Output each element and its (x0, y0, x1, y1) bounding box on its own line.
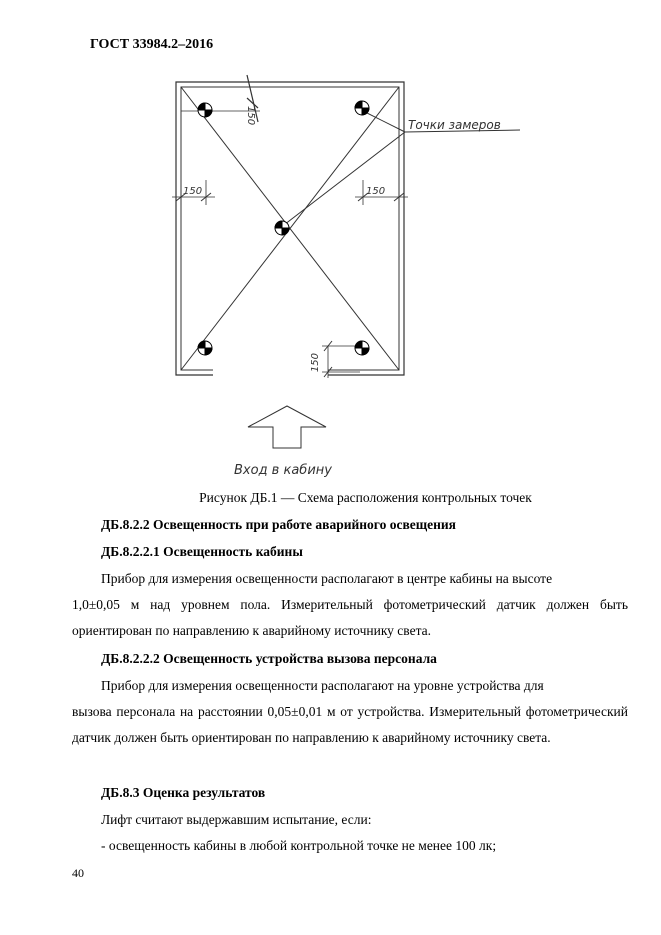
paragraph-first-line: Прибор для измерения освещенности располагают в центре кабины на высоте (101, 571, 553, 586)
list-item: - освещенность кабины в любой контрольной точке не менее 100 лк; (101, 838, 497, 853)
measurement-point-marker (355, 341, 369, 355)
paragraph-first-line: Прибор для измерения освещенности располагают на уровне устройства для (101, 678, 544, 693)
subsection-heading: ДБ.8.2.2.1 Освещенность кабины (101, 544, 303, 559)
measurement-point-marker (198, 341, 212, 355)
dimension-label-right: 150 (366, 186, 386, 197)
section-heading: ДБ.8.2.2 Освещенность при работе аварийного освещения (101, 517, 456, 532)
paragraph-text: Лифт считают выдержавшим испытание, если: (101, 812, 372, 827)
measurement-point-marker (355, 101, 369, 115)
label-entrance: Вход в кабину (234, 463, 332, 478)
subsection-heading: ДБ.8.2.2.2 Освещенность устройства вызова персонала (101, 651, 437, 666)
leader-line (280, 132, 405, 228)
paragraph-call-device-illumination (72, 673, 628, 751)
label-measurement-points: Точки замеров (408, 118, 501, 132)
section-heading: ДБ.8.3 Оценка результатов (101, 785, 266, 800)
paragraph-cabin-illumination (72, 566, 628, 644)
paragraph-continuation: 1,0±0,05 м над уровнем пола. Измерительный фотометрический датчик должен быть ориентирован по направлению к аварийному источнику света. (72, 597, 628, 638)
page-number: 40 (72, 866, 84, 880)
measurement-points (198, 101, 369, 355)
figure-caption: Рисунок ДБ.1 — Схема расположения контрольных точек (199, 490, 532, 505)
measurement-point-marker (198, 103, 212, 117)
measurement-point-marker (275, 221, 289, 235)
dimension-label-left: 150 (183, 186, 203, 197)
dimension-label-top: 150 (245, 106, 256, 126)
paragraph-continuation: вызова персонала на расстоянии 0,05±0,01 м от устройства. Измерительный фотометрический датчик должен быть ориентирован по направлению к аварийному источнику света. (72, 704, 628, 745)
dimension-label-bottom: 150 (310, 353, 321, 373)
measurement-points-diagram (150, 70, 550, 480)
standard-header: ГОСТ 33984.2–2016 (90, 37, 214, 52)
entrance-arrow (248, 406, 326, 448)
